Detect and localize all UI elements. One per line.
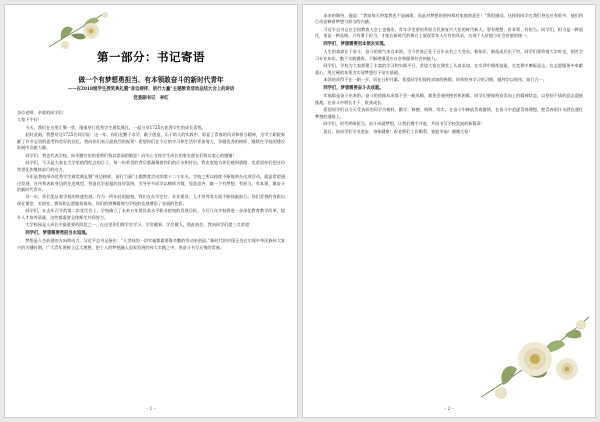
body-paragraph: 最后，祝同学们学业进步、身体健康！祝老师们工作顺利、家庭幸福！谢谢大家！	[323, 128, 473, 134]
body-paragraph: 人生的真谛在于奋斗，奋斗的底气来自本领。当今世界正处于百年未有之大变局，新知识、新技术层出不穷，同学们要珍惜大学时光，刻苦学习专业知识，勤于实践锻炼，不断增强适应社会和服务社会的能力。	[315, 49, 583, 61]
body-paragraph: 未来的期待，他说：“我家每天吵架我也不是麻烦，而是对梦想的坚持和对家庭的责任！”我很感动。这样的同学在我们身边还有很多，他们用行动诠释着梦想与担当的内涵。	[315, 13, 583, 25]
body-paragraph: 本领的获得不在一朝一夕，而在日积月累。希望同学们保持求知的热情，培养终身学习的习惯，做到学以致用、知行合一。	[323, 77, 547, 83]
document-spread	[4, 4, 596, 418]
speech-author: 党委副书记 李红	[133, 96, 169, 101]
flower-illustration-bottom-right	[473, 307, 593, 403]
speech-subtitle: ——在2018级学生授奖典礼暨“身边榜样，前行力量”主题教育活动总结大会上的讲话	[67, 87, 235, 92]
body-paragraph: 同学们，今天是大家在大学里值得纪念的日子，每一份荣誉的背后都凝聚着你们的汗水和付出。我由衷地为你们感到骄傲，也希望你们把这份荣誉化作继续前行的动力。	[17, 160, 285, 172]
body-paragraph: 今天，我们在这里汇聚一堂，隆重举行优秀学生颁奖典礼，一起分享1725名优秀学生的成长喜悦。	[25, 124, 206, 130]
speech-title: 做一个有梦想勇担当、有本领敢奋斗的新时代青年	[78, 76, 224, 84]
section-title: 第一部分：书记寄语	[97, 50, 205, 64]
flower-illustration-top-left	[45, 7, 115, 53]
body-paragraph: 今年是我校举办优秀学生颁奖典礼暨“身边榜样，前行力量”主题教育活动的第十二个年头。学校之所以持续不断地举办这项活动，就是希望通过发现、宣传和表彰身边的先进典型，营造比学赶超的良好氛围，引导更多同学以榜样为镜，见贤思齐，做一个有梦想、有担当、有本领、敢奋斗的新时代青年。	[17, 174, 285, 192]
section-heading: 同学们，梦想需要奋斗去成就。	[323, 85, 384, 91]
page-1	[4, 4, 298, 418]
page-2-text	[315, 13, 583, 135]
body-paragraph: 大学校园是人成长中最重要的阶段之一，在这里你们将学会学习、学会做事、学会做人。借此机会，我向同学们提三点希望：	[25, 222, 254, 228]
page-number: - 2 -	[444, 407, 454, 412]
body-paragraph: 同学们，学校为大家搭建了丰富的学习和实践平台，希望大家在课堂上认真求知，在实训中锤炼技能，在竞赛中磨砺意志，在志愿服务中奉献爱心，用过硬的本领为实现梦想打下坚实基础。	[315, 63, 583, 75]
body-paragraph: 梦想是人生前进的方向和动力。习近平总书记指出：“人世间的一切幸福都需要靠辛勤的劳动来创造。”新时代的中国正处在实现中华民族伟大复兴的关键时期，广大青年要树立远大理想，把个人的梦想融入国家发展的伟大实践之中，用奋斗书写无悔的青春。	[17, 238, 285, 250]
body-paragraph: 同学们，我也代表学校，向辛勤付出的老师们致以崇高的敬意！向关心支持学生成长的家长朋友们致以衷心的感谢！	[25, 152, 237, 158]
body-paragraph: 同学们，时代呼唤担当，奋斗成就梦想。让我们携手并进，共同书写学校发展的新篇章！	[323, 121, 485, 127]
page-2	[302, 4, 596, 418]
body-paragraph: 习近平总书记在全国教育大会上也指出，青年学生要培养担当民族复兴大任的时代新人，要有理想、有本领、有担当。同学们，担当是一种责任，更是一种品格。只有勇于担当，才能在新时代的舞台上展现青年人应有的风采，实现个人价值与社会价值的统一。	[315, 26, 583, 39]
body-paragraph: 此时此刻，我想对这1725名同学说：这一年，你们在勤于求学、敢于创造、乐于助人的实践中，彰显了青春的风采和担当精神，为学工职院奉献了许多宝贵的思考和美好的回忆。我向你们表示最热烈的祝贺！希望你们在今后的学习和生活中更加努力，争做优秀的榜样，继续在学校的建设发展中贡献力量。	[17, 132, 285, 151]
body-paragraph: 希望同学们以今天受表彰的同学为榜样，勤学、修德、明辨、笃实，在奋斗中释放青春激情，在奋斗中追逐青春理想，把青春的汗水洒在通往梦想的道路上。	[315, 107, 583, 119]
section-heading: 同学们，梦想需要勇担当去追逐。	[25, 230, 90, 236]
greeting-line: 各位老师、亲爱的同学们：	[17, 110, 67, 115]
body-paragraph: 幸福都是奋斗出来的。奋斗的道路从来都不会一帆风顺，难免会遇到挫折和困难。同学们要保持奋发向上的精神状态，以坚韧不拔的意志迎接挑战，在奋斗中增长才干、收获成长。	[315, 93, 583, 105]
page-number: - 1 -	[146, 407, 156, 412]
greeting-line: 大家下午好！	[17, 117, 42, 123]
body-paragraph: 同学们，在去年召开的第二次党代会上，学校确立了未来五年建设高水平职业院校的发展目标。今后几年学校将进一步深化教育教学改革，提升人才培养质量，这些都需要全体师生共同努力。	[17, 208, 285, 220]
section-heading: 同学们，梦想需要用本领去实现。	[323, 41, 388, 47]
body-paragraph: 这一年，你们见证着学校的快速发展。作为一所年轻的院校，我们在办学定位、专业建设、人才培养等方面不断探索前行。你们青春的身影出现在课堂、实训室、赛场和志愿服务现场，你们的拼搏精神为学校的发展增添了亮丽的色彩。	[17, 194, 285, 206]
